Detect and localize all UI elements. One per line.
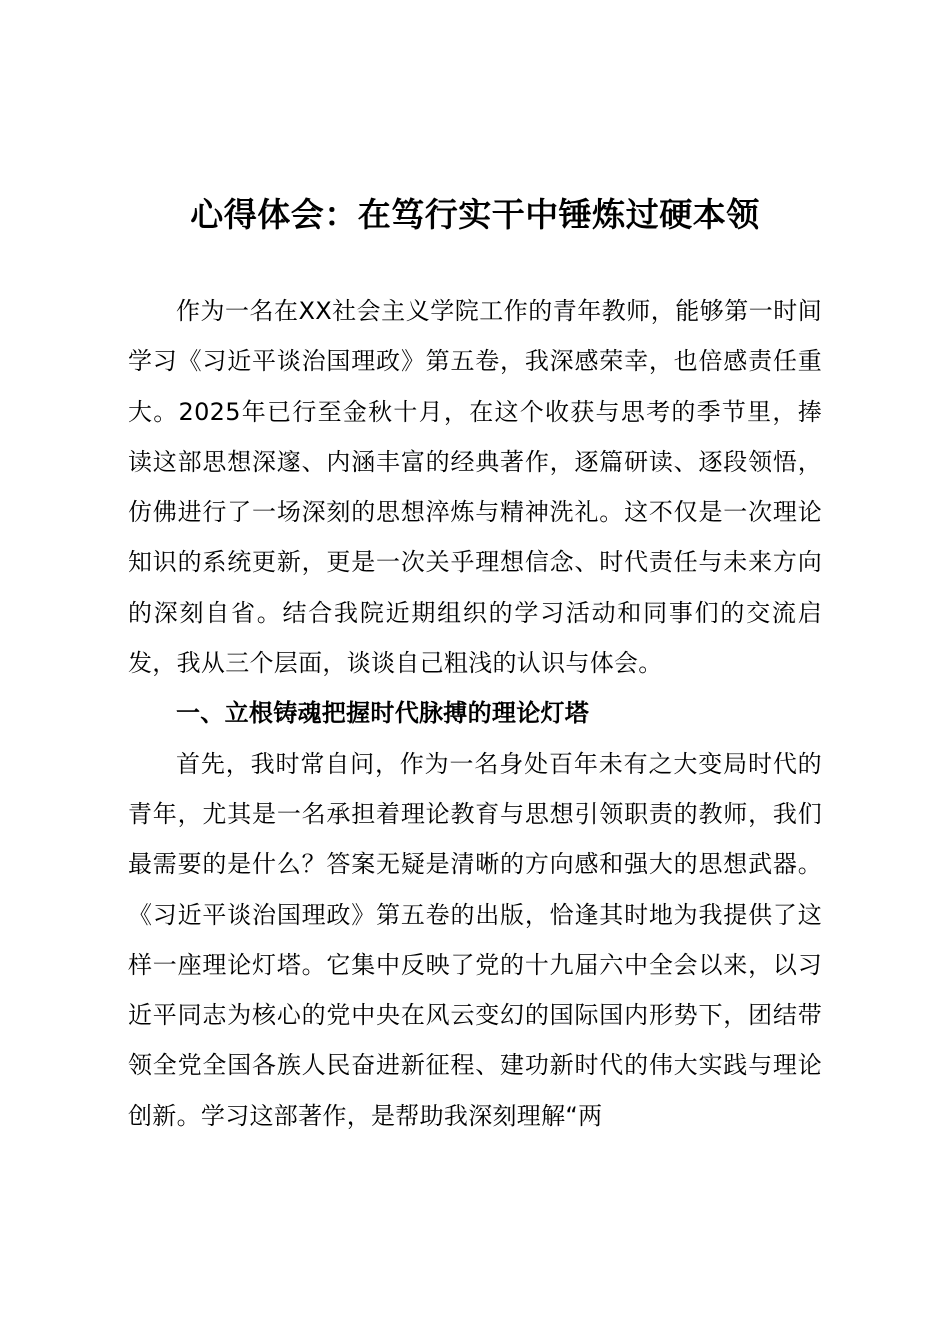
intro-paragraph: 作为一名在XX社会主义学院工作的青年教师，能够第一时间学习《习近平谈治国理政》第五卷，我深感荣幸，也倍感责任重大。2025年已行至金秋十月，在这个收获与思考的季节里，捧读这部思想深邃、内涵丰富的经典著作，逐篇研读、逐段领悟，仿佛进行了一场深刻的思想淬炼与精神洗礼。这不仅是一次理论知识的系统更新，更是一次关乎理想信念、时代责任与未来方向的深刻自省。结合我院近期组织的学习活动和同事们的交流启发，我从三个层面，谈谈自己粗浅的认识与体会。 (128, 297, 822, 678)
document-body (128, 286, 822, 1141)
document-title: 心得体会：在笃行实干中锤炼过硬本领 (190, 195, 760, 234)
section-1-paragraph: 首先，我时常自问，作为一名身处百年未有之大变局时代的青年，尤其是一名承担着理论教育与思想引领职责的教师，我们最需要的是什么？答案无疑是清晰的方向感和强大的思想武器。《习近平谈治国理政》第五卷的出版，恰逢其时地为我提供了这样一座理论灯塔。它集中反映了党的十九届六中全会以来，以习近平同志为核心的党中央在风云变幻的国际国内形势下，团结带领全党全国各族人民奋进新征程、建功新时代的伟大实践与理论创新。学习这部著作，是帮助我深刻理解“两 (128, 749, 822, 1130)
section-1-heading: 一、立根铸魂把握时代脉搏的理论灯塔 (176, 699, 590, 728)
